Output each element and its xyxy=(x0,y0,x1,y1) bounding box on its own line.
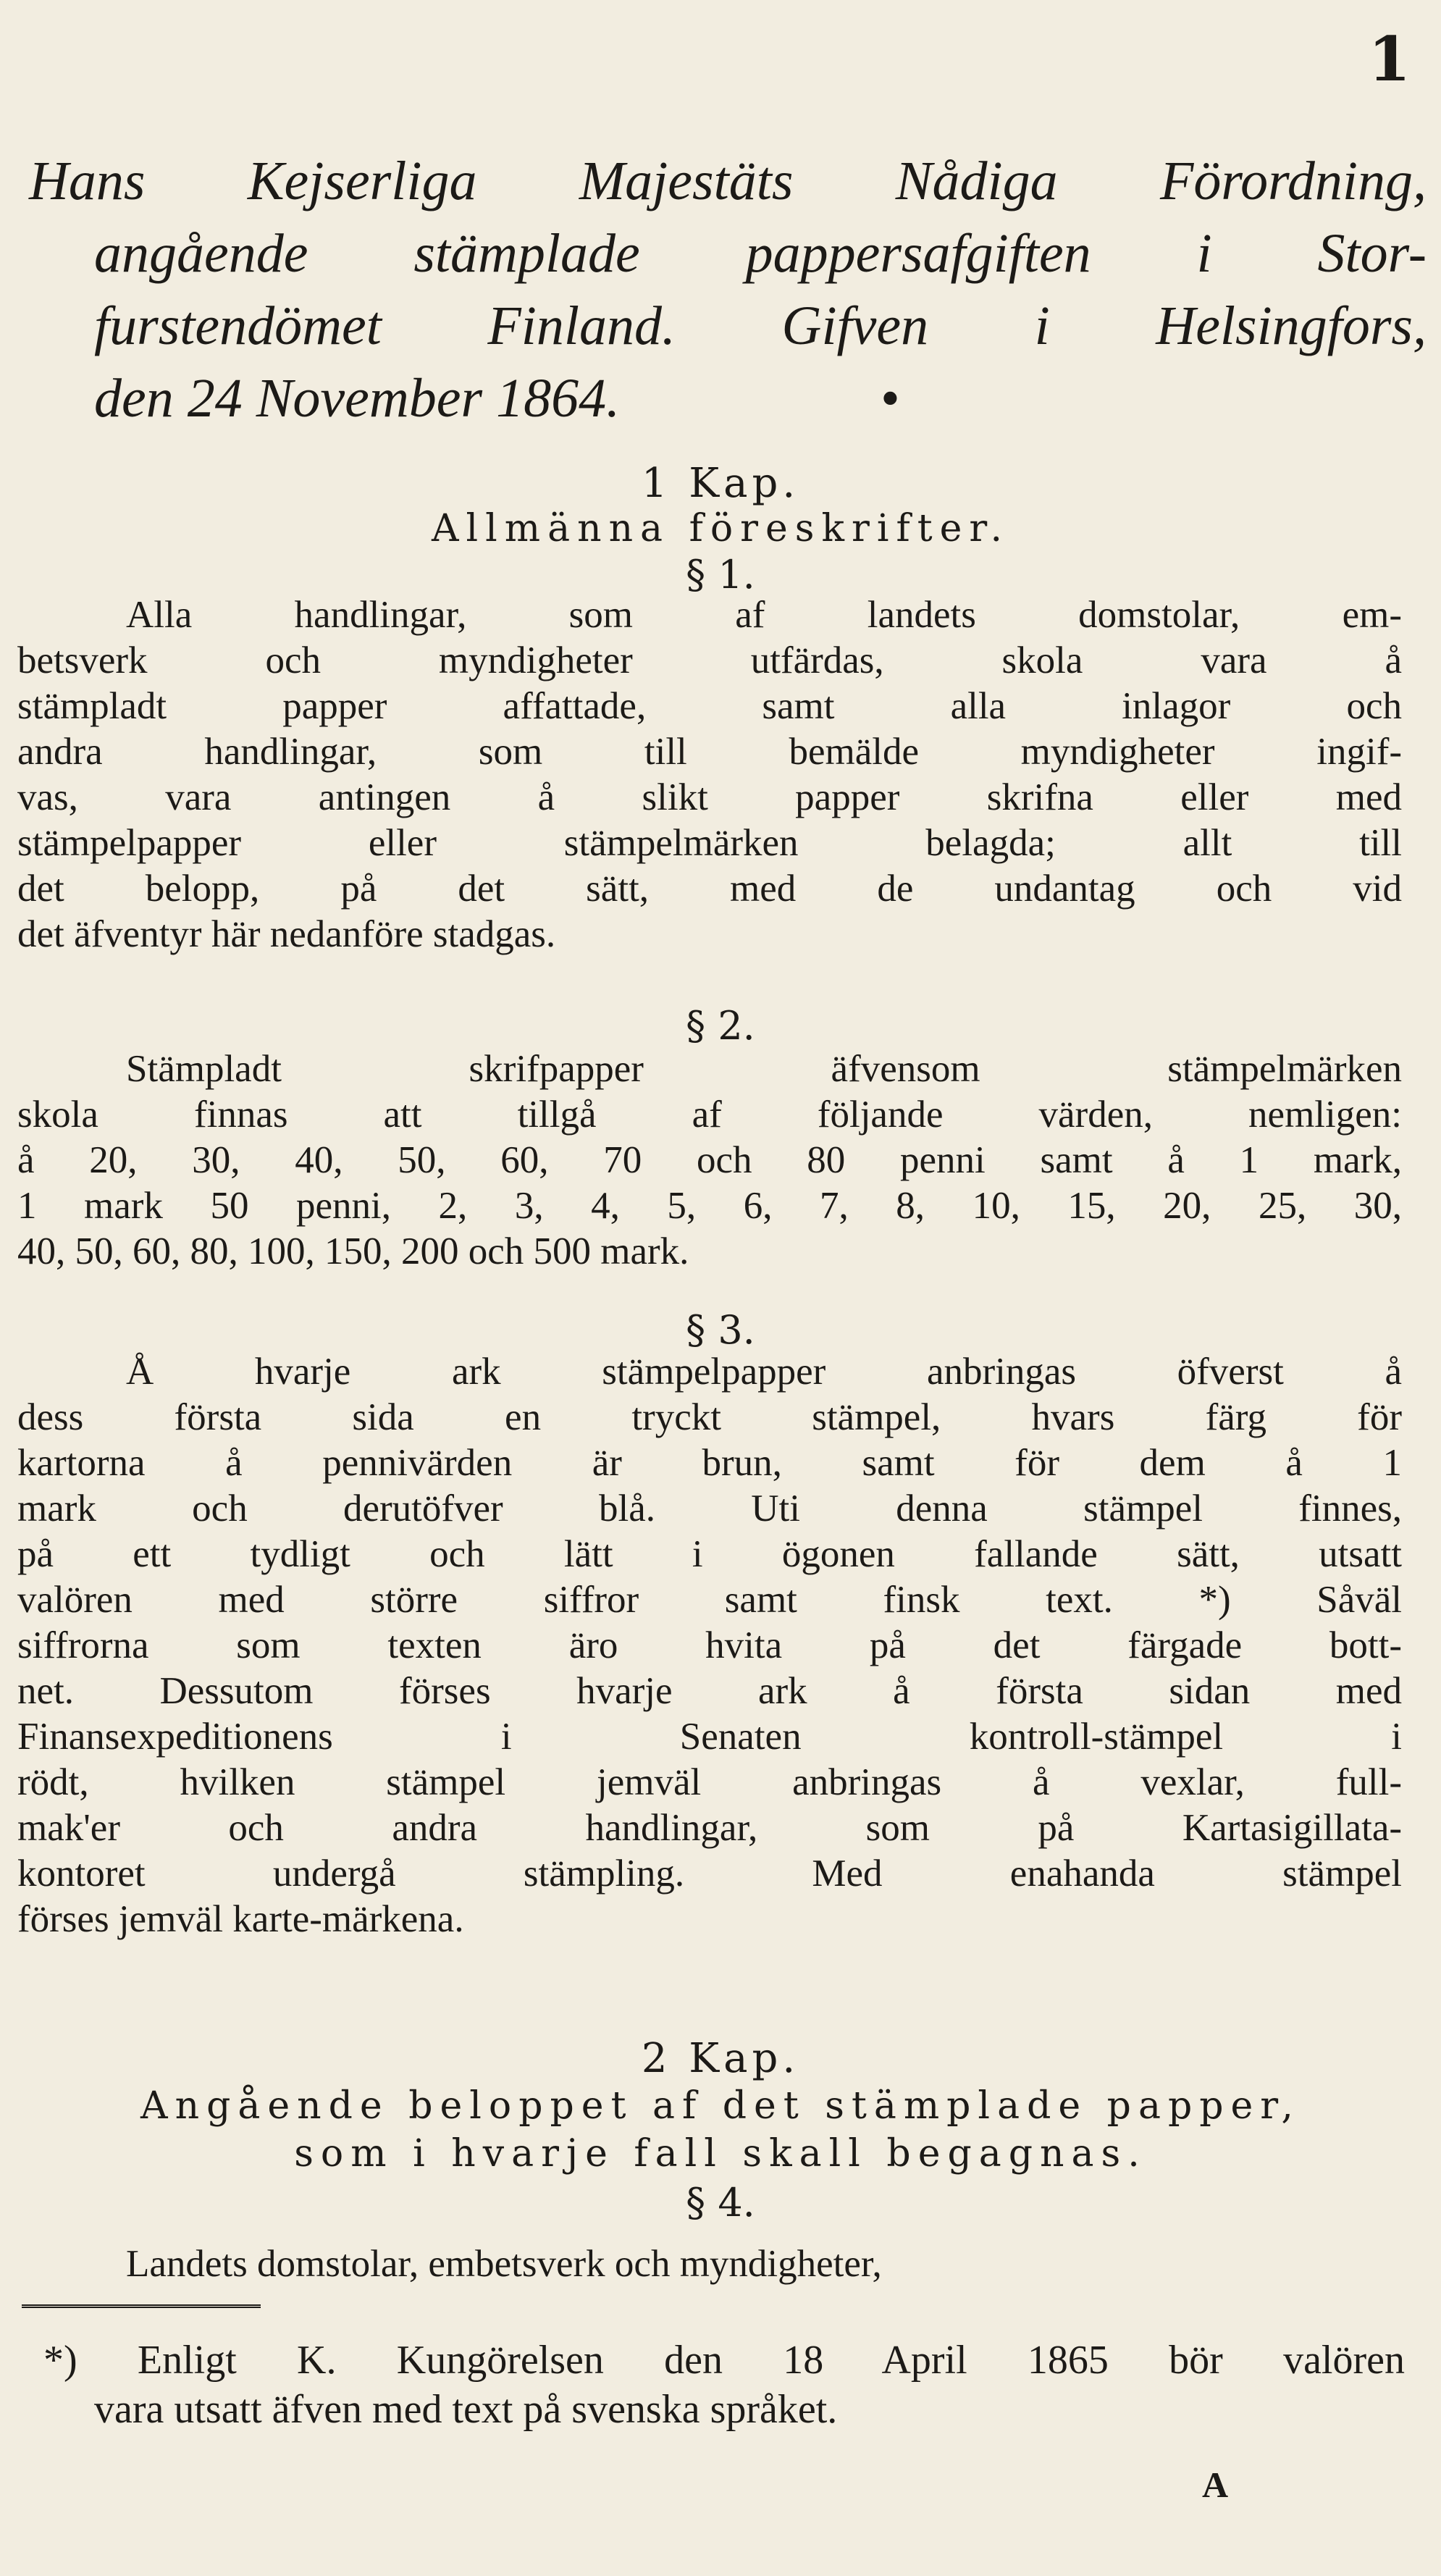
text-line: Landets domstolar, embetsverk och myndigheter, xyxy=(126,2243,882,2285)
title-line xyxy=(29,362,1427,435)
text-line: Alla handlingar, som af landets domstolar, em- xyxy=(126,594,1402,636)
section-3-mark: § 3. xyxy=(686,1307,755,1353)
text-line: stämpelpapper eller stämpelmärken belagda; allt till xyxy=(17,822,1402,864)
text-line: Finansexpeditionens i Senaten kontroll-stämpel i xyxy=(17,1716,1402,1758)
title-line: Hans Kejserliga Majestäts Nådiga Förordning, xyxy=(29,151,1427,211)
chapter-1-subtitle: Allmänna föreskrifter. xyxy=(431,507,1010,550)
chapter-2-heading: 2 Kap. xyxy=(641,2035,800,2082)
text-line: förses jemväl karte-märkena. xyxy=(17,1898,464,1940)
text-line: det belopp, på det sätt, med de undantag och vid xyxy=(17,868,1402,910)
section-3-text xyxy=(17,1349,1402,1942)
text-line: på ett tydligt och lätt i ögonen fallande sätt, utsatt xyxy=(17,1533,1402,1575)
section-2-mark: § 2. xyxy=(686,1003,755,1049)
chapter-2-subtitle-line: som i hvarje fall skall begagnas. xyxy=(294,2132,1147,2176)
ink-dot: • xyxy=(881,368,900,429)
text-line: dess första sida en tryckt stämpel, hvars färg för xyxy=(17,1396,1402,1438)
text-line: stämpladt papper affattade, samt alla inlagor och xyxy=(17,685,1402,727)
section-1-text xyxy=(17,592,1402,957)
text-line: siffrorna som texten äro hvita på det färgade bott- xyxy=(17,1624,1402,1666)
text-line: betsverk och myndigheter utfärdas, skola vara å xyxy=(17,639,1402,681)
document-title xyxy=(29,145,1427,435)
text-line: det äfventyr här nedanföre stadgas. xyxy=(17,913,556,955)
chapter-2-subtitle-line: Angående beloppet af det stämplade papper, xyxy=(140,2084,1301,2128)
section-4-text xyxy=(17,2241,1402,2287)
text-line: vas, vara antingen å slikt papper skrifna eller med xyxy=(17,776,1402,818)
text-line: net. Dessutom förses hvarje ark å första sidan med xyxy=(17,1670,1402,1712)
text-line: andra handlingar, som till bemälde myndigheter ingif- xyxy=(17,731,1402,773)
title-line: angående stämplade pappersafgiften i Stor- xyxy=(94,223,1427,284)
text-line: mak'er och andra handlingar, som på Kartasigillata- xyxy=(17,1807,1402,1849)
signature-mark: A xyxy=(1202,2464,1229,2505)
text-line: Å hvarje ark stämpelpapper anbringas öfverst å xyxy=(126,1351,1402,1393)
text-line: 40, 50, 60, 80, 100, 150, 200 och 500 mark. xyxy=(17,1230,689,1272)
text-line: 1 mark 50 penni, 2, 3, 4, 5, 6, 7, 8, 10, 15, 20, 25, 30, xyxy=(17,1185,1402,1227)
text-line: å 20, 30, 40, 50, 60, 70 och 80 penni samt å 1 mark, xyxy=(17,1139,1402,1181)
title-line-text: den 24 November 1864. xyxy=(94,368,621,429)
footnote-rule xyxy=(22,2304,261,2308)
text-line: rödt, hvilken stämpel jemväl anbringas å vexlar, full- xyxy=(17,1761,1402,1803)
text-line: valören med större siffror samt finsk text. *) Såväl xyxy=(17,1579,1402,1621)
footnote xyxy=(43,2336,1405,2434)
section-2-text xyxy=(17,1046,1402,1275)
section-1-mark: § 1. xyxy=(686,552,755,597)
footnote-line: *) Enligt K. Kungörelsen den 18 April 1865 bör valören xyxy=(43,2338,1405,2383)
section-4-mark: § 4. xyxy=(686,2180,755,2225)
text-line: mark och derutöfver blå. Uti denna stämpel finnes, xyxy=(17,1488,1402,1530)
footnote-line: vara utsatt äfven med text på svenska språket. xyxy=(94,2387,838,2432)
title-line: furstendömet Finland. Gifven i Helsingfors, xyxy=(94,295,1427,356)
text-line: kontoret undergå stämpling. Med enahanda stämpel xyxy=(17,1853,1402,1895)
text-line: skola finnas att tillgå af följande värden, nemligen: xyxy=(17,1094,1402,1136)
text-line: Stämpladt skrifpapper äfvensom stämpelmärken xyxy=(126,1048,1402,1090)
chapter-1-heading: 1 Kap. xyxy=(641,460,800,507)
page-number: 1 xyxy=(1368,23,1411,95)
text-line: kartorna å pennivärden är brun, samt för dem å 1 xyxy=(17,1442,1402,1484)
